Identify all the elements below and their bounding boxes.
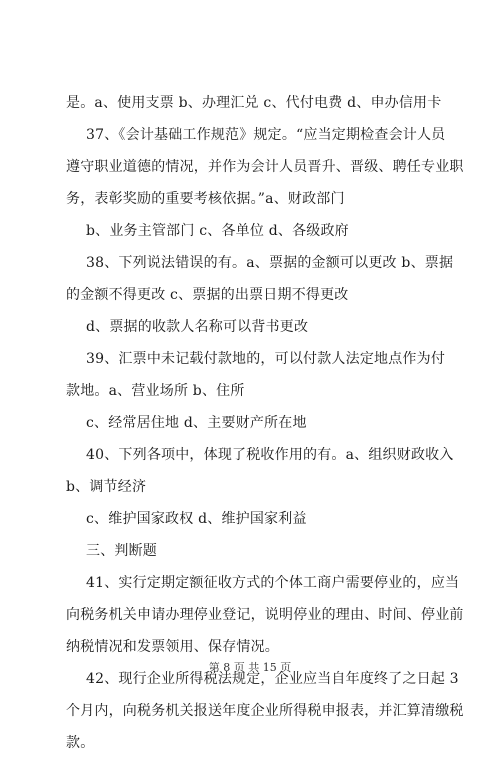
text-line: 是。a、使用支票 b、办理汇兑 c、代付电费 d、申办信用卡	[66, 95, 442, 111]
text-line: 个月内，向税务机关报送年度企业所得税申报表，并汇算清缴税	[66, 703, 464, 719]
text-line: 38、下列说法错误的有。a、票据的金额可以更改 b、票据	[86, 255, 454, 271]
text-line: 37、《会计基础工作规范》规定。“应当定期检查会计人员	[86, 127, 446, 143]
text-line: 务，表彰奖励的重要考核依据。”a、财政部门	[66, 191, 345, 207]
text-line: c、经常居住地 d、主要财产所在地	[86, 415, 307, 431]
text-line: b、业务主管部门 c、各单位 d、各级政府	[86, 223, 349, 239]
text-line: 款地。a、营业场所 b、住所	[66, 383, 245, 399]
text-line: 39、汇票中未记载付款地的，可以付款人法定地点作为付	[86, 351, 446, 367]
text-line: 41、实行定期定额征收方式的个体工商户需要停业的，应当	[86, 575, 460, 591]
section-heading: 三、判断题	[86, 543, 157, 559]
text-line: b、调节经济	[66, 479, 147, 495]
text-line: 遵守职业道德的情况，并作为会计人员晋升、晋级、聘任专业职	[66, 159, 464, 175]
text-line: 42、现行企业所得税法规定，企业应当自年度终了之日起 3	[86, 671, 459, 687]
text-line: 40、下列各项中，体现了税收作用的有。a、组织财政收入	[86, 447, 454, 463]
text-line: d、票据的收款人名称可以背书更改	[86, 319, 309, 335]
text-line: 向税务机关申请办理停业登记，说明停业的理由、时间、停业前	[66, 607, 464, 623]
text-line: c、维护国家政权 d、维护国家利益	[86, 511, 307, 527]
page-footer: 第 8 页 共 15 页	[208, 661, 292, 674]
text-line: 纳税情况和发票领用、保存情况。	[66, 639, 279, 655]
text-line: 款。	[66, 735, 95, 751]
text-line: 的金额不得更改 c、票据的出票日期不得更改	[66, 287, 349, 303]
